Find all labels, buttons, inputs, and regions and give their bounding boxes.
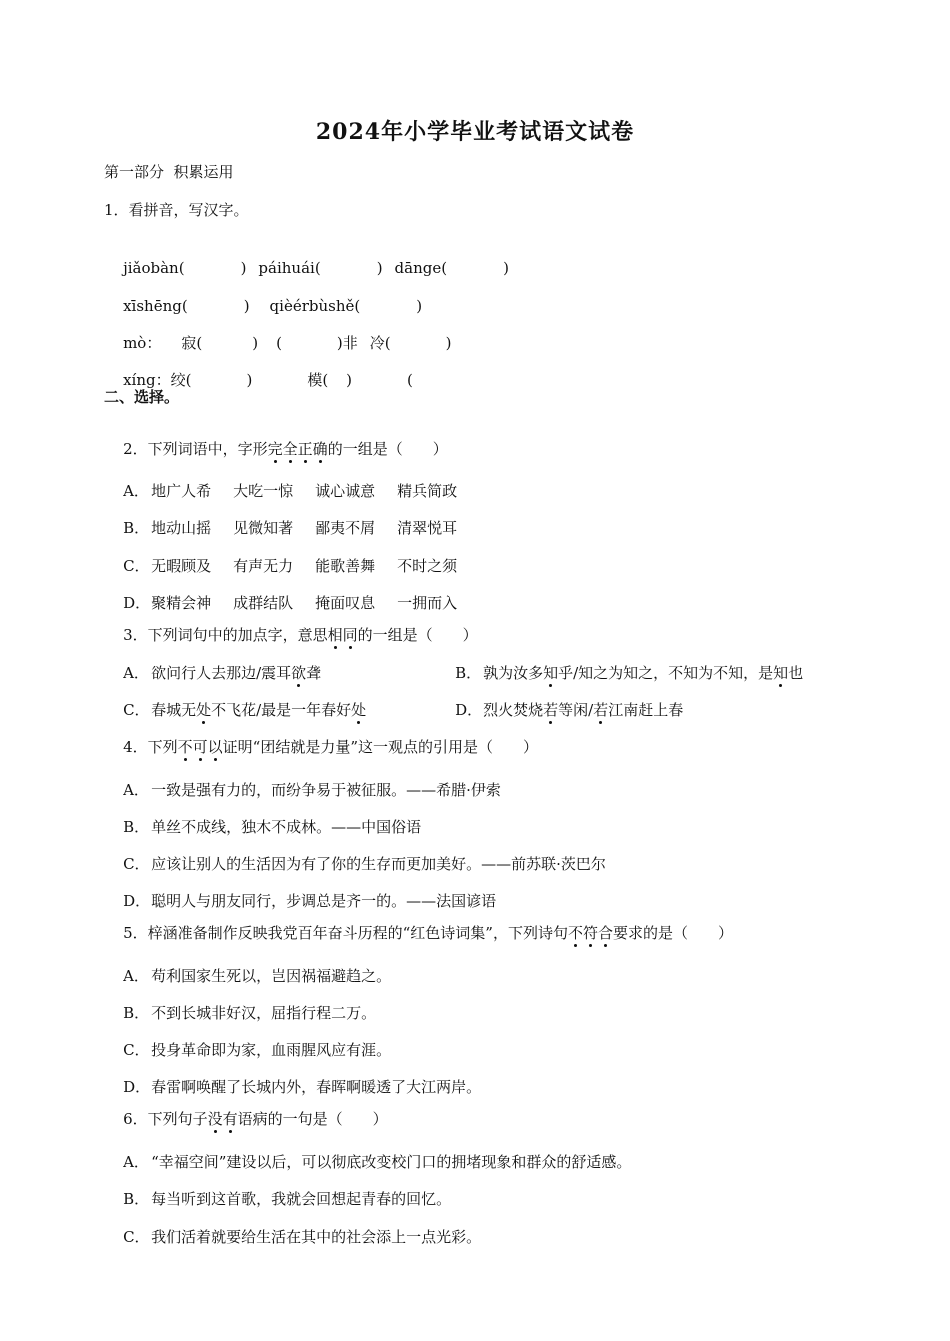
q1-stem: 1．看拼音，写汉字。	[104, 201, 249, 219]
q1-row4: xíng：绞( ) 模( ) (	[123, 371, 413, 389]
pinyin-item: páihuái(	[258, 259, 321, 277]
emphasis-char: 知	[543, 664, 559, 682]
emphasis-char: 没	[207, 1110, 223, 1128]
emphasis-char: 欲	[291, 664, 307, 682]
pinyin-item: dānge(	[394, 259, 448, 277]
emphasis-char: 同	[342, 626, 358, 644]
q2-option-d: D．聚精会神 成群结队 掩面叹息 一拥而入	[123, 594, 458, 612]
q1-row3: mò： 寂( ) ( )非 冷( )	[123, 334, 452, 352]
pinyin-item: jiǎobàn(	[123, 259, 185, 277]
q3-option-b: B． 孰为汝多知乎/知之为知之，不知为不知，是知也	[455, 664, 804, 682]
q3-option-d: D．烈火焚烧若等闲/若江南赶上春	[455, 701, 684, 719]
page-title: 2024年小学毕业考试语文试卷	[315, 119, 635, 145]
q3-option-c: C． 春城无处不飞花/最是一年春好处	[123, 701, 367, 719]
emphasis-char: 可	[192, 738, 208, 756]
q1-row1: jiǎobàn( ) páihuái( ) dānge( )	[123, 259, 509, 277]
q6-option-c: C． 我们活着就要给生活在其中的社会添上一点光彩。	[123, 1228, 482, 1246]
emphasis-char: 若	[543, 701, 559, 719]
pinyin-item: qièérbùshě(	[269, 297, 361, 315]
emphasis-char: 有	[222, 1110, 238, 1128]
q5-stem: 5．梓涵准备制作反映我党百年奋斗历程的“红色诗词集”，下列诗句不符合要求的是（ ）	[123, 924, 734, 942]
emphasis-char: 正	[297, 440, 313, 458]
q4-stem: 4．下列不可以证明“团结就是力量”这一观点的引用是（ ）	[123, 738, 539, 756]
section-heading: 二、选择。	[104, 388, 180, 406]
emphasis-char: 确	[312, 440, 328, 458]
q4-option-b: B． 单丝不成线，独木不成林。——中国俗语	[123, 818, 422, 836]
emphasis-char: 若	[593, 701, 609, 719]
emphasis-char: 知	[773, 664, 789, 682]
q4-option-d: D．聪明人与朋友同行，步调总是齐一的。——法国谚语	[123, 892, 497, 910]
q2-option-a: A． 地广人希 大吃一惊 诚心诚意 精兵简政	[123, 482, 458, 500]
emphasis-char: 处	[351, 701, 367, 719]
q5-option-c: C． 投身革命即为家，血雨腥风应有涯。	[123, 1041, 392, 1059]
q5-option-a: A． 苟利国家生死以，岂因祸福避趋之。	[123, 967, 392, 985]
q2-option-c: C． 无暇顾及 有声无力 能歌善舞 不时之须	[123, 557, 458, 575]
emphasis-char: 全	[282, 440, 298, 458]
emphasis-char: 相	[327, 626, 343, 644]
q3-option-a: A． 欲问行人去那边/震耳欲聋	[123, 664, 322, 682]
emphasis-char: 处	[196, 701, 212, 719]
emphasis-char: 合	[598, 924, 614, 942]
emphasis-char: 以	[207, 738, 223, 756]
q6-option-a: A． “幸福空间”建设以后，可以彻底改变校门口的拥堵现象和群众的舒适感。	[123, 1153, 632, 1171]
q2-stem: 2．下列词语中，字形完全正确的一组是（ ）	[123, 440, 448, 458]
part-heading: 第一部分 积累运用	[104, 163, 234, 181]
emphasis-char: 不	[567, 924, 583, 942]
q3-stem: 3．下列词句中的加点字，意思相同的一组是（ ）	[123, 626, 478, 644]
q6-option-b: B． 每当听到这首歌，我就会回想起青春的回忆。	[123, 1190, 452, 1208]
emphasis-char: 完	[267, 440, 283, 458]
q1-row2: xīshēng( ) qièérbùshě( )	[123, 297, 423, 315]
q6-stem: 6．下列句子没有语病的一句是（ ）	[123, 1110, 388, 1128]
pinyin-item: xīshēng(	[123, 297, 188, 315]
emphasis-char: 符	[582, 924, 598, 942]
emphasis-char: 不	[177, 738, 193, 756]
q4-option-c: C． 应该让别人的生活因为有了你的生存而更加美好。——前苏联·茨巴尔	[123, 855, 606, 873]
q4-option-a: A． 一致是强有力的，而纷争易于被征服。——希腊·伊索	[123, 781, 501, 799]
q2-option-b: B． 地动山摇 见微知著 鄙夷不屑 清翠悦耳	[123, 519, 458, 537]
q5-option-d: D．春雷啊唤醒了长城内外，春晖啊暖透了大江两岸。	[123, 1078, 482, 1096]
q5-option-b: B． 不到长城非好汉，屈指行程二万。	[123, 1004, 377, 1022]
